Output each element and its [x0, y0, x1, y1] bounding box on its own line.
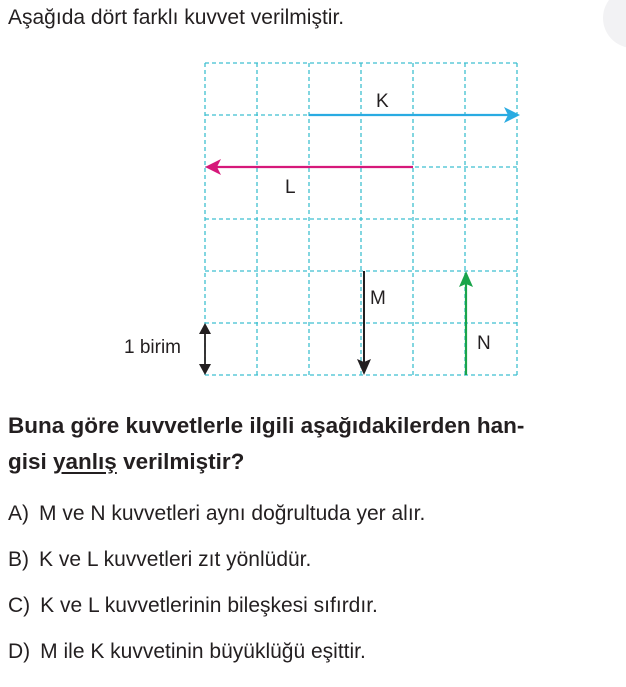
force-l-label: L [285, 177, 296, 198]
option-letter: B) [8, 548, 29, 571]
option-a[interactable] [8, 498, 425, 544]
question-underlined-word: yanlış [53, 449, 117, 474]
unit-indicator [199, 323, 211, 375]
option-b[interactable] [8, 544, 425, 590]
intro-text: Aşağıda dört farklı kuvvet verilmiştir. [8, 6, 345, 29]
option-d[interactable] [8, 636, 425, 682]
unit-label: 1 birim [124, 337, 182, 358]
option-letter: C) [8, 594, 31, 617]
option-text: K ve L kuvvetlerinin bileşkesi sıfırdır. [40, 594, 378, 617]
question-part1: Buna göre kuvvetlerle ilgili aşağıdakilerden han- [8, 413, 525, 438]
force-m-label: M [370, 288, 386, 309]
option-text: K ve L kuvvetleri zıt yönlüdür. [39, 548, 312, 571]
option-c[interactable] [8, 590, 425, 636]
question-text [8, 408, 620, 480]
question-part2: gisi [8, 449, 54, 474]
question-part3: verilmiştir? [116, 449, 245, 474]
force-k-arrow [309, 107, 520, 123]
grid [205, 63, 517, 375]
option-letter: A) [8, 502, 29, 525]
option-letter: D) [8, 640, 31, 663]
force-n-label: N [477, 333, 491, 354]
force-n-arrow [459, 271, 473, 375]
force-k-label: K [376, 91, 389, 112]
option-text: M ve N kuvvetleri aynı doğrultuda yer alır. [39, 502, 426, 525]
option-text: M ile K kuvvetinin büyüklüğü eşittir. [40, 640, 366, 663]
answer-options [8, 498, 425, 682]
